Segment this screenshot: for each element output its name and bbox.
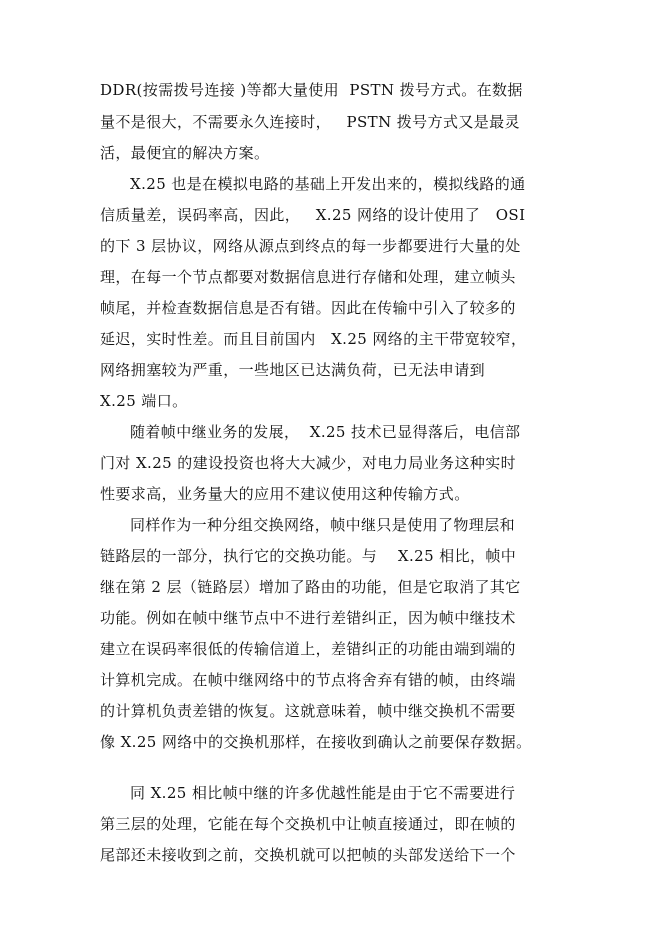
- text-line: DDR(按需拨号连接 )等都大量使用 PSTN 拨号方式。在数据: [100, 81, 523, 99]
- text-line: 计算机完成。在帧中继网络中的节点将舍弃有错的帧，由终端: [100, 671, 516, 689]
- text-line: 延迟，实时性差。而且目前国内 X.25 网络的主干带宽较窄，: [100, 330, 527, 348]
- text-line: 活，最便宜的解决方案。: [100, 144, 270, 162]
- text-line: 功能。例如在帧中继节点中不进行差错纠正，因为帧中继技术: [100, 609, 516, 627]
- text-line: 第三层的处理，它能在每个交换机中让帧直接通过，即在帧的: [100, 815, 516, 833]
- text-line: 帧尾，并检查数据信息是否有错。因此在传输中引入了较多的: [100, 299, 516, 317]
- text-line: 理，在每一个节点都要对数据信息进行存储和处理，建立帧头: [100, 268, 516, 286]
- text-line: 性要求高，业务量大的应用不建议使用这种传输方式。: [100, 485, 470, 503]
- text-line: 随着帧中继业务的发展， X.25 技术已显得落后，电信部: [130, 423, 521, 441]
- text-line: 信质量差，误码率高，因此， X.25 网络的设计使用了 OSI: [100, 206, 526, 224]
- text-line: 的下 3 层协议，网络从源点到终点的每一步都要进行大量的处: [100, 237, 521, 255]
- text-line: 门对 X.25 的建设投资也将大大减少，对电力局业务这种实时: [100, 454, 517, 472]
- text-line: X.25 端口。: [100, 392, 188, 410]
- text-line: 建立在误码率很低的传输信道上，差错纠正的功能由端到端的: [100, 640, 516, 658]
- text-line: 同 X.25 相比帧中继的许多优越性能是由于它不需要进行: [130, 784, 516, 802]
- text-line: 同样作为一种分组交换网络，帧中继只是使用了物理层和: [130, 516, 516, 534]
- text-line: 继在第 2 层（链路层）增加了路由的功能，但是它取消了其它: [100, 578, 521, 596]
- text-line: 像 X.25 网络中的交换机那样，在接收到确认之前要保存数据。: [100, 733, 532, 751]
- text-line: 的计算机负责差错的恢复。这就意味着，帧中继交换机不需要: [100, 702, 516, 720]
- text-line: X.25 也是在模拟电路的基础上开发出来的，模拟线路的通: [130, 175, 526, 193]
- text-line: 尾部还未接收到之前，交换机就可以把帧的头部发送给下一个: [100, 846, 516, 864]
- text-line: 网络拥塞较为严重，一些地区已达满负荷，已无法申请到: [100, 361, 486, 379]
- text-line: 链路层的一部分，执行它的交换功能。与 X.25 相比，帧中: [100, 547, 517, 565]
- text-line: 量不是很大，不需要永久连接时， PSTN 拨号方式又是最灵: [100, 113, 520, 131]
